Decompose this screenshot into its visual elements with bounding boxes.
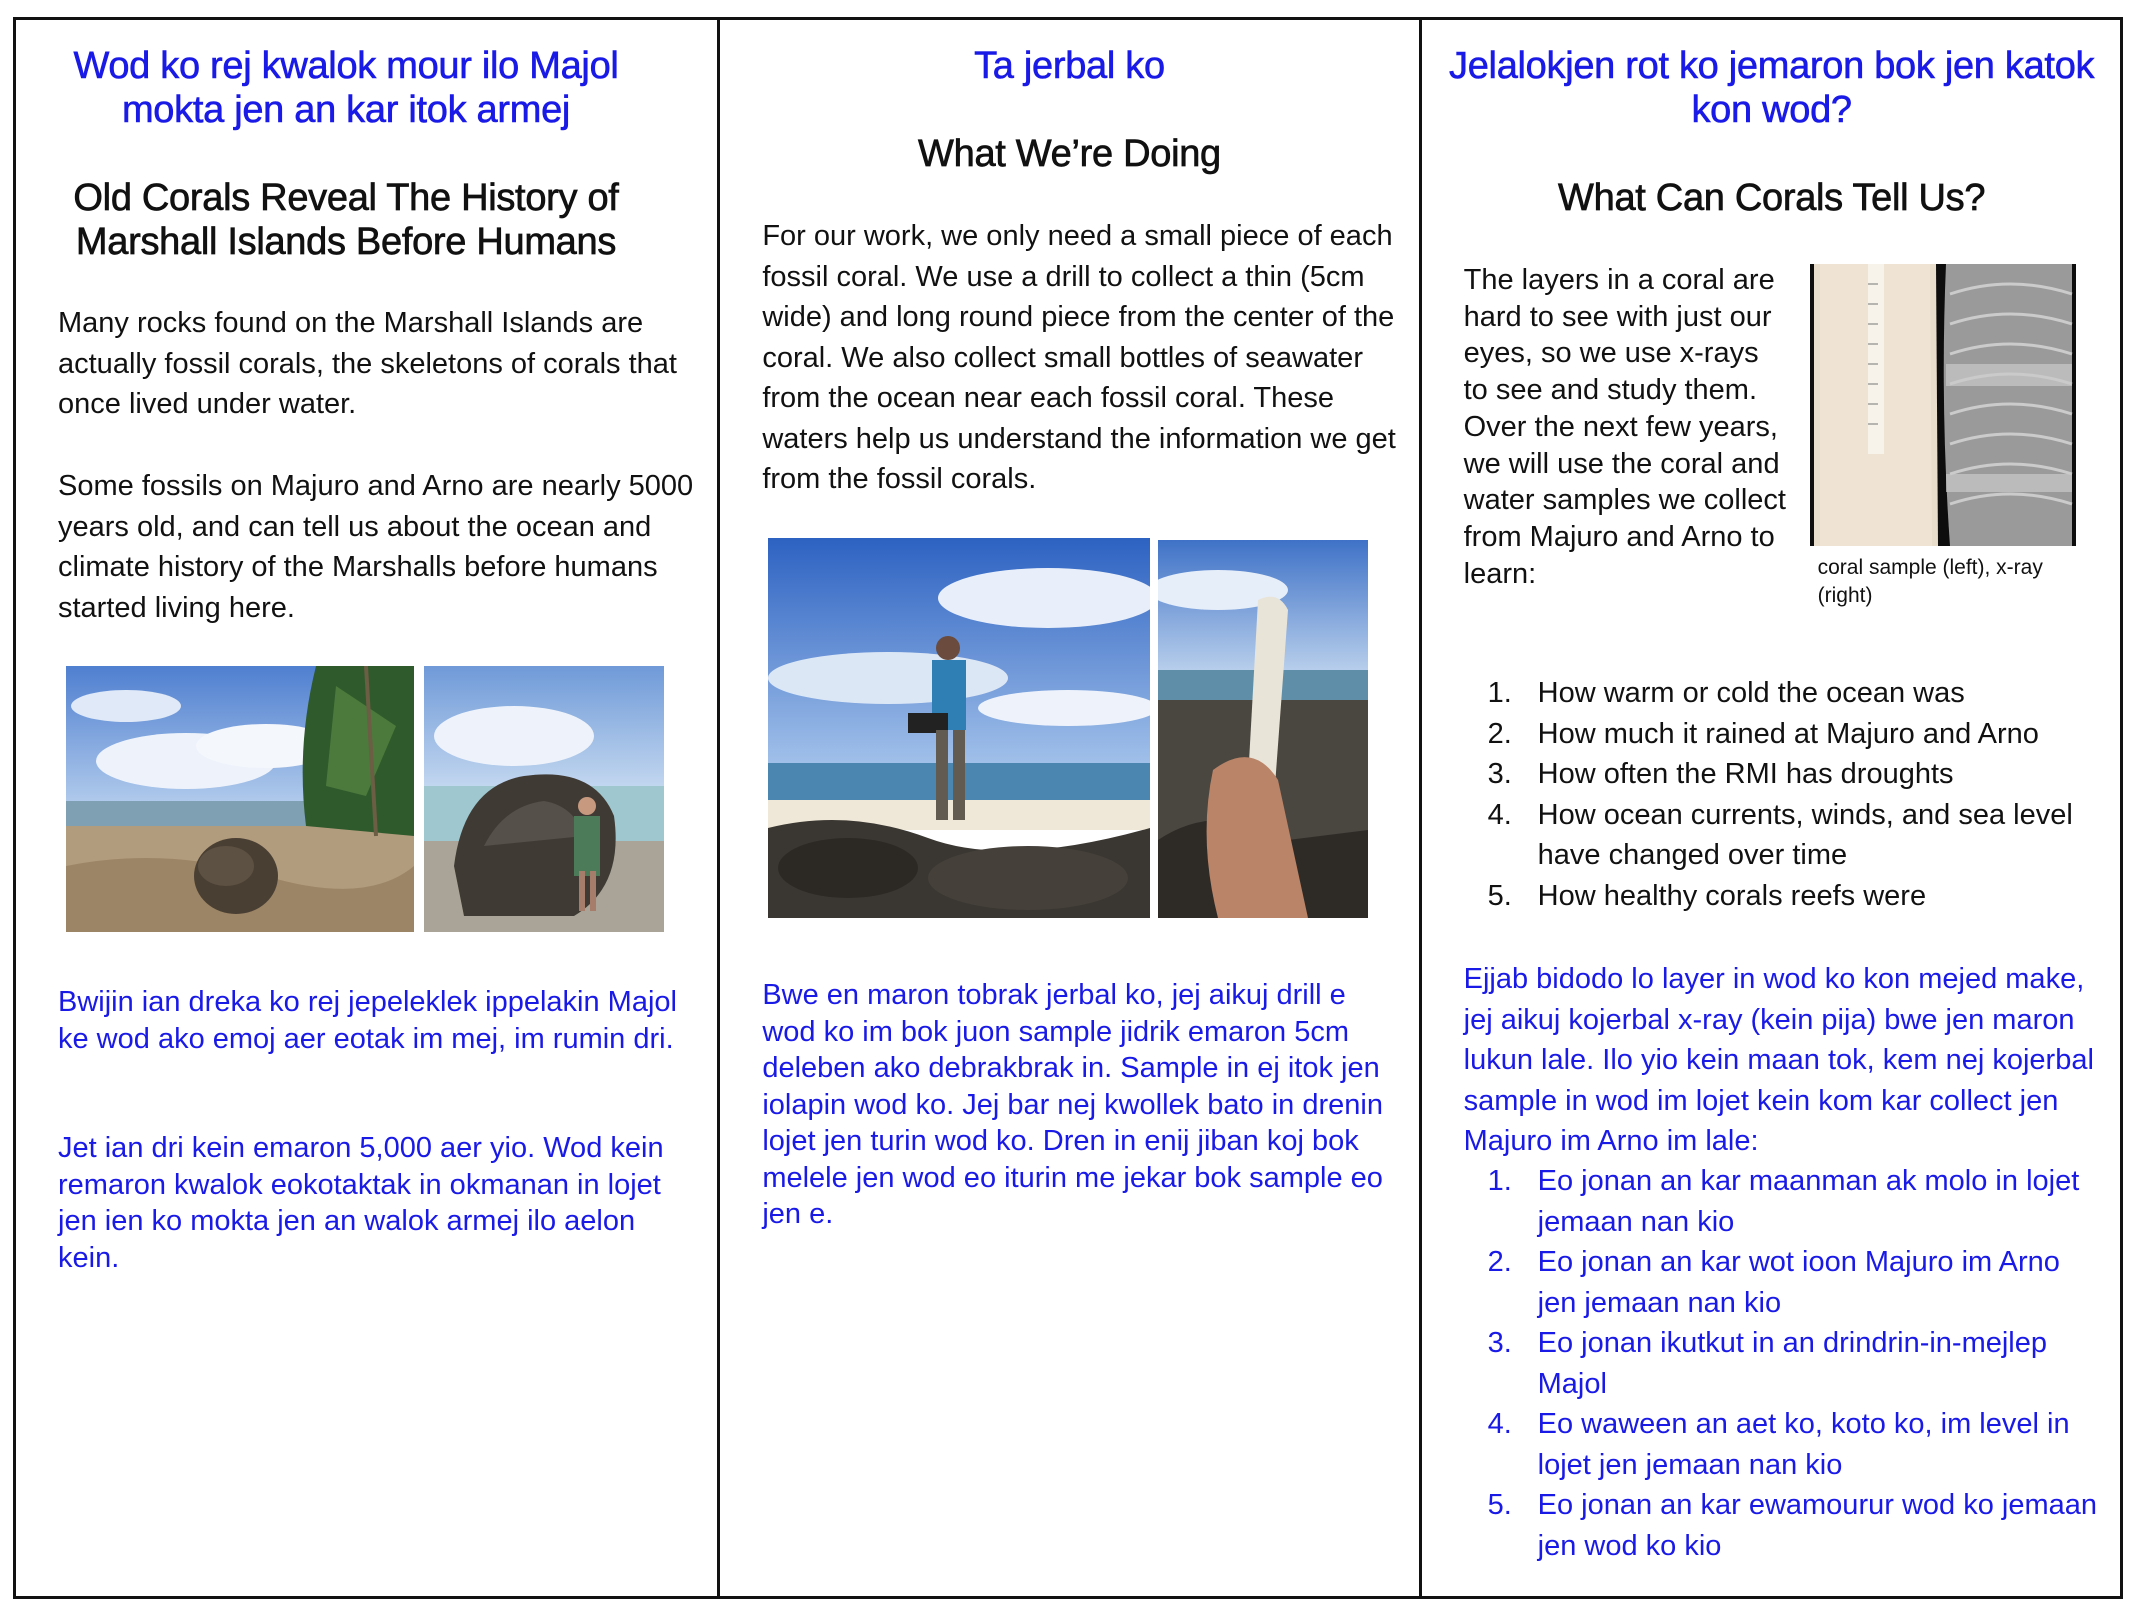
list-item: 5. Eo jonan an kar ewamourur wod ko jemaan jen wod ko kio [1487, 1489, 2097, 1562]
english-title: Old Corals Reveal The History of Marshall Islands Before Humans [73, 177, 619, 263]
marshallese-intro-paragraph: Bwijin ian dreka ko rej jepeleklek ippelakin Majol ke wod ako emoj aer eotak im mej, im rumin dri. [58, 986, 677, 1055]
middle-panel [717, 20, 1418, 1596]
marshallese-work-paragraph: Bwe en maron tobrak jerbal ko, jej aikuj drill e wod ko im bok juon sample jidrik emaron 5cm deleben ako debrakbrak in. Sample in ej itok jen iolapin wod ko. Jej bar nej kwollek bato in drenin lojet jen turin wod ko. Dren in enij jiban koj bok melele jen wod eo iturin me jekar bok sample eo jen e. [762, 979, 1383, 1230]
list-item: 1. How warm or cold the ocean was [1487, 677, 1965, 709]
work-paragraph: For our work, we only need a small piece of each fossil coral. We use a drill to collect a thin (5cm wide) and long round piece from the center of the coral. We also collect small bottles of seawater from the ocean near each fossil coral. These waters help us understand the information we get from the fossil corals. [762, 220, 1396, 495]
marshallese-title: Ta jerbal ko [974, 45, 1165, 87]
list-item: 4. Eo waween an aet ko, koto ko, im level in lojet jen jemaan nan kio [1487, 1408, 2070, 1481]
list-item: 3. How often the RMI has droughts [1487, 758, 1954, 790]
marshallese-age-paragraph: Jet ian dri kein emaron 5,000 aer yio. Wod kein remaron kwalok eokotaktak in okmanan in lojet jen ien ko mokta jen an walok armej ilo aelon kein. [58, 1132, 664, 1274]
english-title: What We’re Doing [918, 133, 1221, 175]
coral-core-hand-photo [1158, 540, 1368, 918]
xray-intro-paragraph: The layers in a coral are hard to see with just our eyes, so we use x-rays to see and study them. Over the next few years, we will use the coral and water samples we collect from Majuro and Arno to learn: [1463, 264, 1786, 590]
list-item: 1. Eo jonan an kar maanman ak molo in lojet jemaan nan kio [1487, 1165, 2080, 1238]
list-item: 2. How much it rained at Majuro and Arno [1487, 717, 2039, 750]
beach-fossil-photo [66, 666, 414, 932]
trifold-brochure [13, 17, 2123, 1599]
list-item: 2. Eo jonan an kar wot ioon Majuro im Arno jen jemaan nan kio [1487, 1246, 2060, 1319]
list-item: 4. How ocean currents, winds, and sea level have changed over time [1487, 798, 2073, 871]
english-title: What Can Corals Tell Us? [1558, 177, 1986, 219]
research-goals-list [1464, 673, 2124, 916]
fossil-rock-person-photo [424, 666, 664, 932]
list-item: 3. Eo jonan ikutkut in an drindrin-in-mejlep Majol [1487, 1327, 2048, 1400]
right-panel [1419, 20, 2120, 1596]
marshallese-xray-paragraph: Ejjab bidodo lo layer in wod ko kon mejed make, jej aikuj kojerbal x-ray (kein pija) bwe jen maron lukun lale. Ilo yio kein maan tok, kem nej kojerbal sample in wod im lojet kein kom kar collect jen Majuro im Arno im lale: [1463, 963, 2094, 1157]
marshallese-title: Wod ko rej kwalok mour ilo Majol mokta jen an kar itok armej [73, 45, 619, 131]
marshallese-goals-list [1464, 1161, 2104, 1566]
image-caption: coral sample (left), x-ray (right) [1817, 556, 2043, 607]
drilling-coral-photo [768, 538, 1150, 918]
list-item: 5. How healthy corals reefs were [1487, 879, 1927, 912]
left-panel [16, 20, 717, 1596]
coral-xray-image [1810, 264, 2076, 546]
fossil-age-paragraph: Some fossils on Majuro and Arno are nearly 5000 years old, and can tell us about the ocean and climate history of the Marshalls before humans started living here. [58, 470, 694, 624]
marshallese-title: Jelalokjen rot ko jemaron bok jen katok kon wod? [1449, 45, 2095, 131]
intro-paragraph: Many rocks found on the Marshall Islands are actually fossil corals, the skeletons of corals that once lived under water. [58, 307, 677, 420]
